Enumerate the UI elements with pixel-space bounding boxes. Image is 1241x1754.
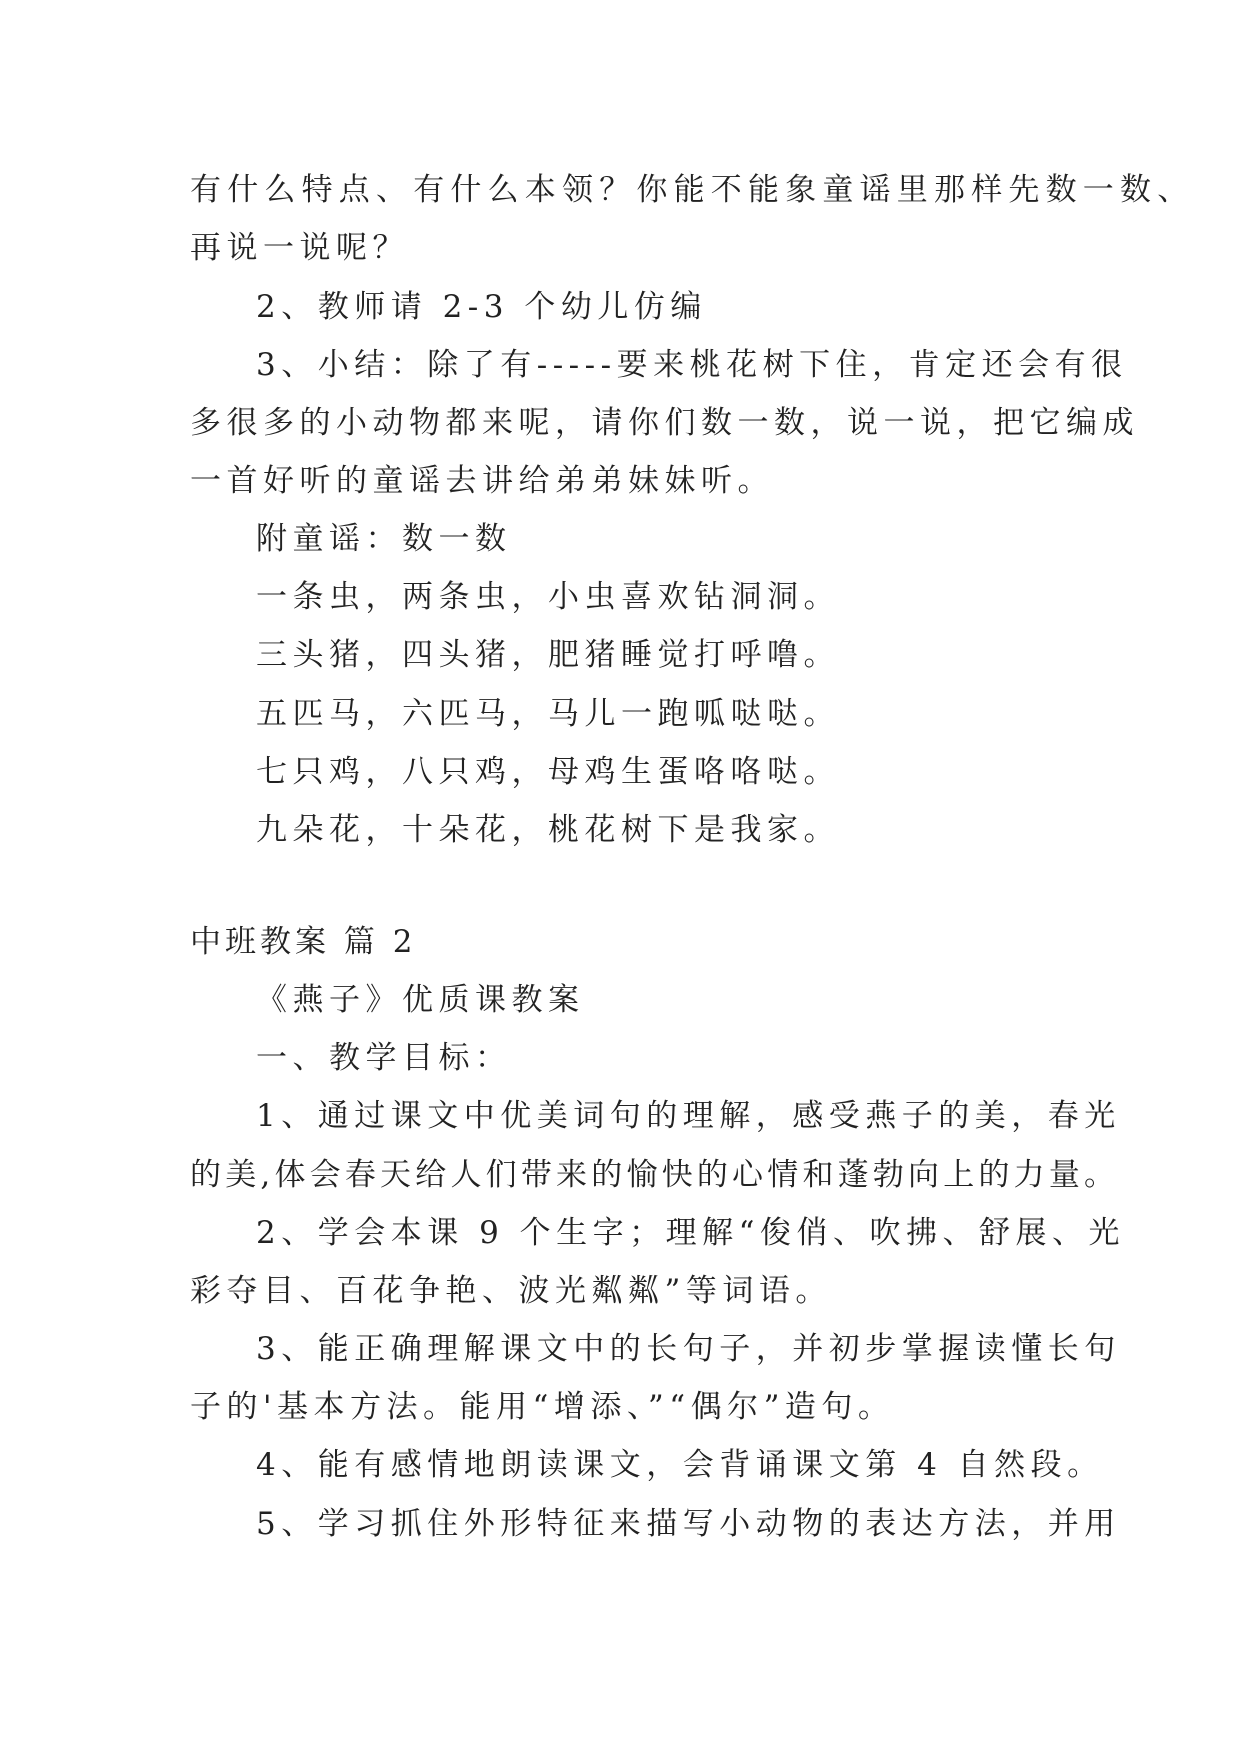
- rhyme-line: 五匹马，六匹马，马儿一跑呱哒哒。: [256, 696, 840, 732]
- subsection-heading: 一、教学目标：: [256, 1040, 512, 1076]
- section-heading: 中班教案 篇 2: [190, 924, 417, 960]
- paragraph-line: 3、小结：除了有-----要来桃花树下住，肯定还会有很: [256, 347, 1128, 383]
- rhyme-line: 七只鸡，八只鸡，母鸡生蛋咯咯哒。: [256, 754, 840, 790]
- rhyme-title: 附童谣：数一数: [256, 521, 512, 557]
- rhyme-line: 九朵花，十朵花，桃花树下是我家。: [256, 812, 840, 848]
- paragraph-line: 子的'基本方法。能用“增添、”“偶尔”造句。: [190, 1389, 895, 1425]
- paragraph-line: 2、学会本课 9 个生字；理解“俊俏、吹拂、舒展、光: [256, 1215, 1126, 1251]
- paragraph-line: 一首好听的童谣去讲给弟弟妹妹听。: [190, 463, 774, 499]
- paragraph-line: 4、能有感情地朗读课文，会背诵课文第 4 自然段。: [256, 1447, 1104, 1483]
- paragraph-line: 5、学习抓住外形特征来描写小动物的表达方法，并用: [256, 1506, 1121, 1542]
- paragraph-line: 2、教师请 2-3 个幼儿仿编: [256, 289, 707, 325]
- paragraph-line: 再说一说呢？: [190, 230, 409, 266]
- paragraph-line: 多很多的小动物都来呢，请你们数一数，说一说，把它编成: [190, 405, 1139, 441]
- rhyme-line: 三头猪，四头猪，肥猪睡觉打呼噜。: [256, 637, 840, 673]
- rhyme-line: 一条虫，两条虫，小虫喜欢钻洞洞。: [256, 579, 840, 615]
- paragraph-line: 彩夺目、百花争艳、波光粼粼”等词语。: [190, 1273, 832, 1309]
- paragraph-line: 的美,体会春天给人们带来的愉快的心情和蓬勃向上的力量。: [190, 1157, 1120, 1193]
- paragraph-line: 3、能正确理解课文中的长句子，并初步掌握读懂长句: [256, 1331, 1121, 1367]
- paragraph-line: 1、通过课文中优美词句的理解，感受燕子的美，春光: [256, 1098, 1121, 1134]
- lesson-title: 《燕子》优质课教案: [256, 982, 585, 1018]
- paragraph-line: 有什么特点、有什么本领？你能不能象童谣里那样先数一数、: [190, 172, 1195, 208]
